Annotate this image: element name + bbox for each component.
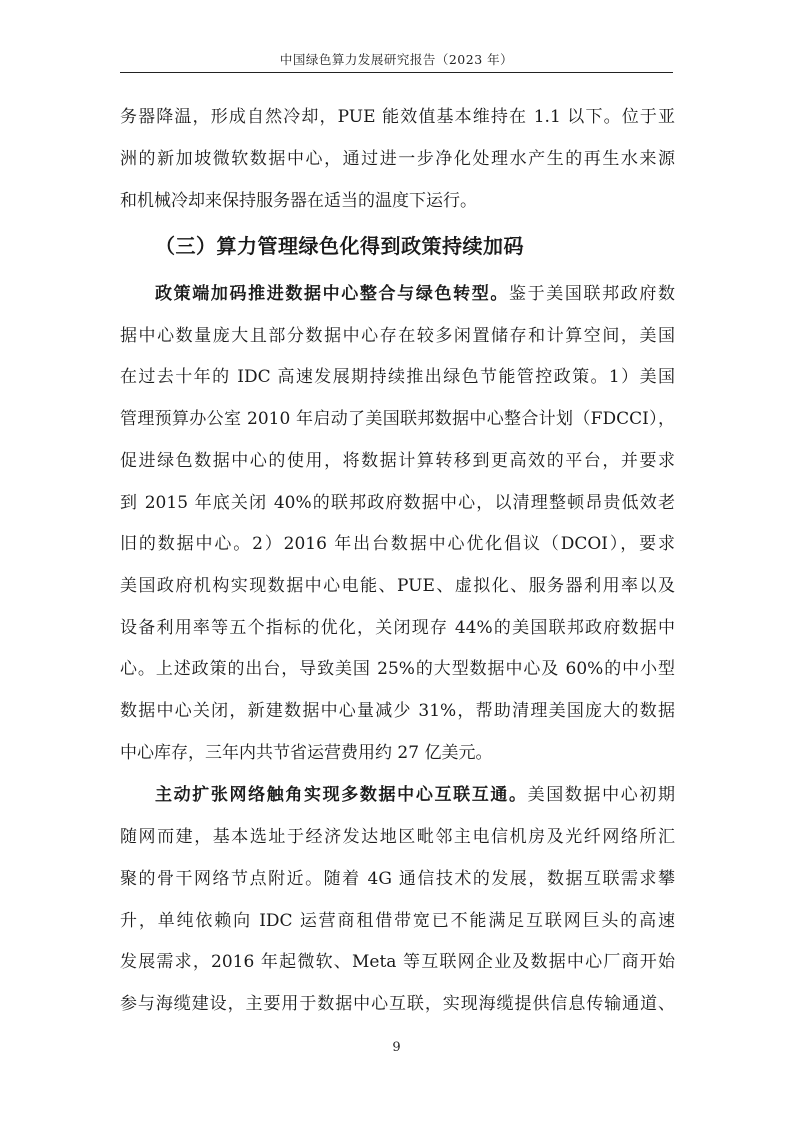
text-line: 聚的骨干网络节点附近。随着 4G 通信技术的发展，数据互联需求攀 [120, 869, 675, 889]
text-line: 中心库存，三年内共节省运营费用约 27 亿美元。 [120, 743, 493, 763]
text-line: 随网而建，基本选址于经济发达地区毗邻主电信机房及光纤网络所汇 [120, 827, 675, 847]
text-line: 管理预算办公室 2010 年启动了美国联邦数据中心整合计划（FDCCI）， [120, 409, 675, 429]
running-header: 中国绿色算力发展研究报告（2023 年） [279, 52, 514, 67]
text-line: 据中心数量庞大且部分数据中心存在较多闲置储存和计算空间，美国 [120, 326, 675, 346]
paragraph-text: 鉴于美国联邦政府数 [508, 284, 676, 304]
paragraph-first-line [155, 784, 675, 806]
section-heading: （三）算力管理绿色化得到政策持续加码 [155, 234, 524, 258]
page-number: 9 [392, 1040, 401, 1055]
text-line: 设备利用率等五个指标的优化，关闭现存 44%的美国联邦政府数据中 [120, 618, 675, 638]
header-rule [120, 72, 673, 73]
text-line: 心。上述政策的出台，导致美国 25%的大型数据中心及 60%的中小型 [120, 659, 675, 679]
paragraph-first-line [155, 283, 675, 305]
text-line: 参与海缆建设，主要用于数据中心互联，实现海缆提供信息传输通道、 [120, 994, 675, 1014]
text-line: 到 2015 年底关闭 40%的联邦政府数据中心，以清理整顿昂贵低效老 [120, 493, 675, 513]
text-line: 洲的新加坡微软数据中心，通过进一步净化处理水产生的再生水来源 [120, 149, 675, 169]
paragraph-lead: 政策端加码推进数据中心整合与绿色转型。 [155, 284, 509, 304]
paragraph-text: 美国数据中心初期 [527, 785, 676, 805]
text-line: 促进绿色数据中心的使用，将数据计算转移到更高效的平台，并要求 [120, 451, 675, 471]
paragraph-lead: 主动扩张网络触角实现多数据中心互联互通。 [155, 785, 528, 805]
text-line: 在过去十年的 IDC 高速发展期持续推出绿色节能管控政策。1）美国 [120, 367, 675, 387]
text-line: 务器降温，形成自然冷却，PUE 能效值基本维持在 1.1 以下。位于亚 [120, 107, 675, 127]
text-line: 升，单纯依赖向 IDC 运营商租借带宽已不能满足互联网巨头的高速 [120, 911, 675, 931]
text-line: 数据中心关闭，新建数据中心量减少 31%，帮助清理美国庞大的数据 [120, 701, 675, 721]
text-line: 旧的数据中心。2）2016 年出台数据中心优化倡议（DCOI），要求 [120, 534, 675, 554]
text-line: 和机械冷却来保持服务器在适当的温度下运行。 [120, 191, 477, 211]
text-line: 美国政府机构实现数据中心电能、PUE、虚拟化、服务器利用率以及 [120, 576, 675, 596]
text-line: 发展需求，2016 年起微软、Meta 等互联网企业及数据中心厂商开始 [120, 952, 675, 972]
